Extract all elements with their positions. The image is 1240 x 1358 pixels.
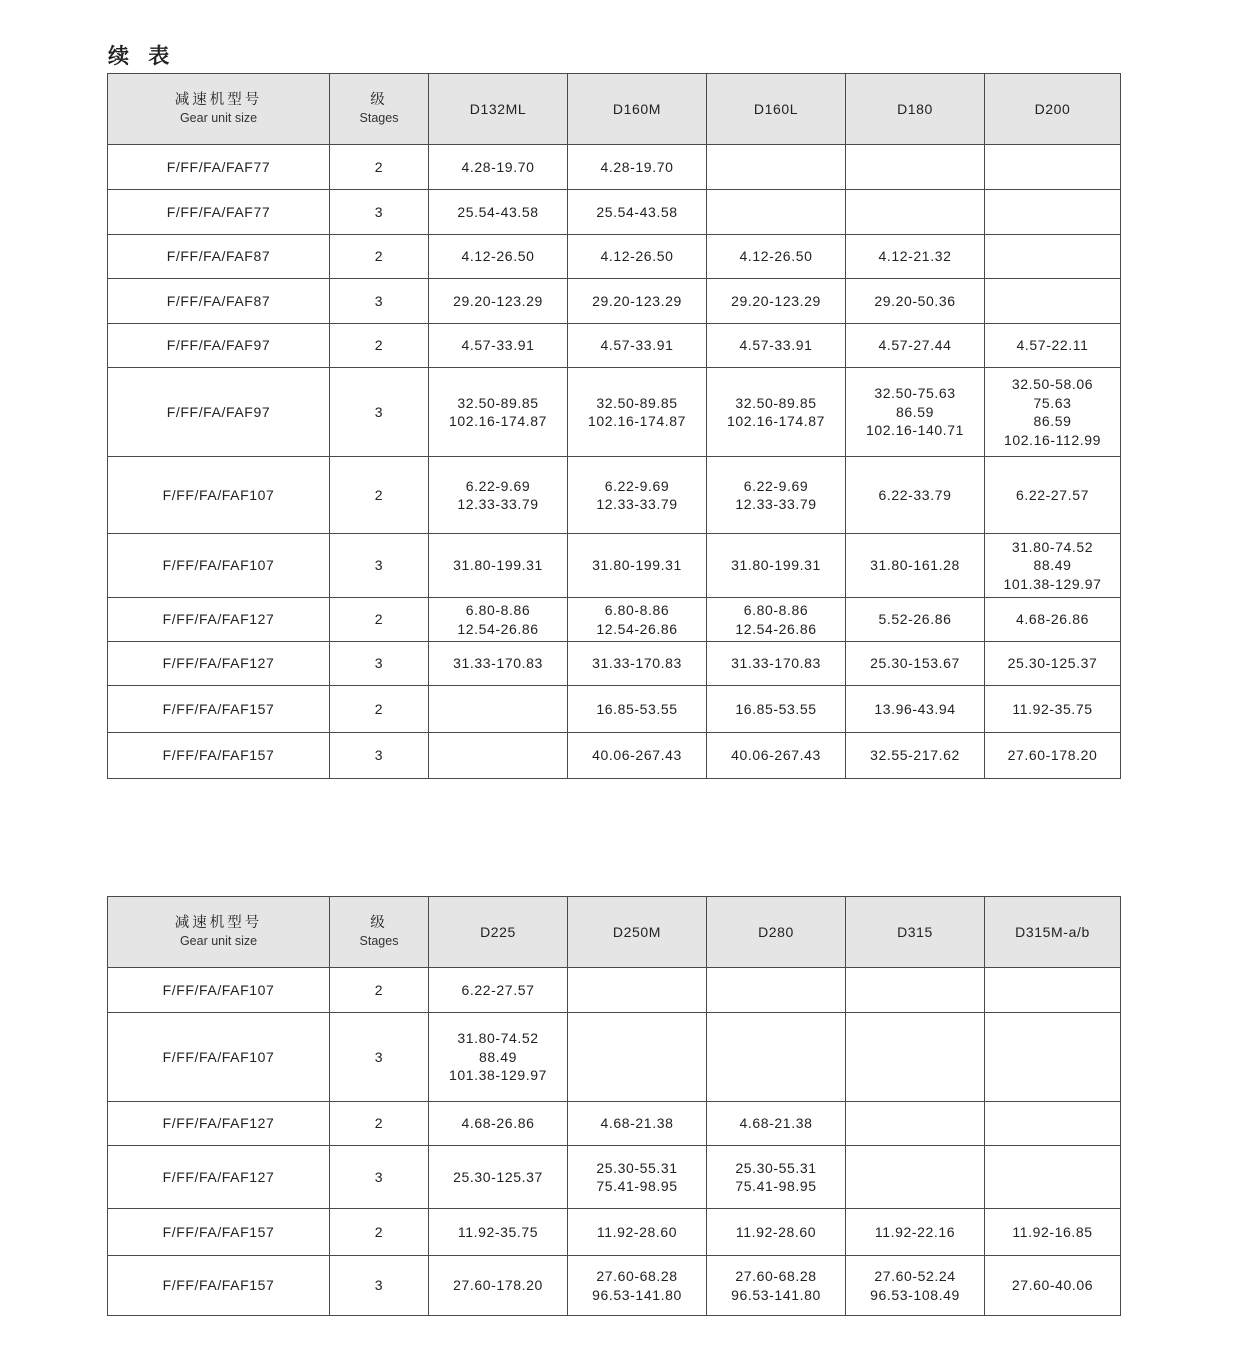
cell-ratio — [568, 457, 707, 534]
table-row — [108, 968, 1121, 1013]
cell-model: F/FF/FA/FAF77 — [108, 190, 330, 235]
ratio-range: 12.54-26.86 — [596, 620, 678, 637]
ratio-range: 101.38-129.97 — [448, 1067, 548, 1084]
ratio-range: 16.85-53.55 — [596, 700, 678, 717]
cell-ratio — [985, 534, 1121, 598]
cell-ratio — [985, 145, 1121, 190]
header-motor: D160M — [568, 74, 707, 145]
ratio-range: 11.92-16.85 — [1012, 1223, 1093, 1240]
ratio-range: 25.30-125.37 — [453, 1168, 543, 1185]
ratio-range: 4.57-33.91 — [600, 337, 674, 354]
ratio-range: 4.28-19.70 — [461, 158, 535, 175]
header-stages — [330, 897, 429, 968]
ratio-range: 5.52-26.86 — [878, 611, 952, 628]
cell-ratio — [707, 1013, 846, 1102]
cell-ratio — [846, 235, 985, 279]
cell-model: F/FF/FA/FAF107 — [108, 457, 330, 534]
ratio-range: 32.50-89.85 — [457, 394, 539, 411]
ratio-range: 31.33-170.83 — [731, 655, 821, 672]
header-model — [108, 897, 330, 968]
ratio-range: 4.68-26.86 — [461, 1115, 535, 1132]
ratio-table-2 — [107, 896, 1121, 1316]
table-row — [108, 1146, 1121, 1209]
ratio-range: 102.16-174.87 — [726, 413, 826, 429]
cell-ratio — [707, 235, 846, 279]
table-body — [108, 968, 1121, 1316]
cell-ratio — [846, 1256, 985, 1316]
cell-ratio — [429, 235, 568, 279]
cell-ratio — [429, 145, 568, 190]
ratio-range: 4.57-22.11 — [1016, 337, 1089, 354]
table-row — [108, 733, 1121, 779]
cell-stage: 3 — [330, 534, 429, 598]
cell-model: F/FF/FA/FAF157 — [108, 733, 330, 779]
ratio-range: 12.33-33.79 — [735, 496, 817, 512]
cell-ratio — [985, 686, 1121, 733]
cell-stage: 3 — [330, 1146, 429, 1209]
ratio-range: 96.53-141.80 — [731, 1286, 821, 1303]
header-motor: D225 — [429, 897, 568, 968]
table-row — [108, 279, 1121, 324]
ratio-range: 11.92-35.75 — [457, 1223, 539, 1240]
ratio-range: 11.92-28.60 — [596, 1223, 678, 1240]
cell-stage: 2 — [330, 598, 429, 642]
cell-ratio — [429, 642, 568, 686]
cell-ratio — [707, 368, 846, 457]
ratio-range: 75.63 — [1033, 394, 1072, 411]
table-row — [108, 1013, 1121, 1102]
cell-model: F/FF/FA/FAF97 — [108, 324, 330, 368]
header-stages-en: Stages — [359, 934, 399, 948]
cell-ratio — [568, 968, 707, 1013]
cell-ratio — [985, 1256, 1121, 1316]
cell-ratio — [846, 190, 985, 235]
ratio-range: 6.22-9.69 — [604, 477, 670, 494]
cell-model: F/FF/FA/FAF157 — [108, 686, 330, 733]
header-row — [108, 897, 1121, 968]
ratio-range: 31.80-199.31 — [592, 557, 682, 574]
ratio-range: 4.68-26.86 — [1016, 611, 1089, 628]
table-row — [108, 1102, 1121, 1146]
ratio-range: 75.41-98.95 — [596, 1178, 678, 1194]
ratio-range: 6.22-9.69 — [465, 477, 531, 494]
cell-ratio — [846, 1013, 985, 1102]
ratio-range: 102.16-140.71 — [865, 422, 965, 439]
ratio-range: 16.85-53.55 — [735, 700, 817, 717]
cell-ratio — [568, 1209, 707, 1256]
cell-ratio — [707, 190, 846, 235]
cell-ratio — [707, 279, 846, 324]
ratio-range: 31.33-170.83 — [453, 655, 543, 672]
ratio-range: 27.60-40.06 — [1011, 1277, 1094, 1294]
cell-ratio — [429, 190, 568, 235]
cell-ratio — [707, 968, 846, 1013]
ratio-range: 11.92-35.75 — [1012, 700, 1093, 717]
ratio-range: 25.30-153.67 — [870, 655, 960, 672]
ratio-range: 6.80-8.86 — [465, 602, 531, 618]
header-model-cn: 减速机型号 — [174, 914, 263, 931]
table-row — [108, 1256, 1121, 1316]
cell-model: F/FF/FA/FAF157 — [108, 1209, 330, 1256]
ratio-range: 40.06-267.43 — [731, 747, 821, 764]
ratio-range: 29.20-50.36 — [874, 292, 956, 309]
ratio-range: 31.80-199.31 — [453, 557, 543, 574]
ratio-range: 27.60-178.20 — [1007, 747, 1098, 764]
table-row — [108, 642, 1121, 686]
ratio-range: 4.57-33.91 — [739, 337, 813, 354]
cell-ratio — [429, 733, 568, 779]
cell-model: F/FF/FA/FAF87 — [108, 279, 330, 324]
cell-ratio — [568, 1102, 707, 1146]
ratio-range: 4.68-21.38 — [739, 1115, 813, 1132]
cell-ratio — [568, 1146, 707, 1209]
cell-ratio — [568, 534, 707, 598]
ratio-range: 4.57-27.44 — [878, 337, 952, 354]
header-motor: D250M — [568, 897, 707, 968]
cell-ratio — [846, 457, 985, 534]
table-row — [108, 1209, 1121, 1256]
cell-model: F/FF/FA/FAF127 — [108, 598, 330, 642]
table-row — [108, 190, 1121, 235]
ratio-range: 4.12-21.32 — [878, 248, 952, 265]
cell-ratio — [707, 642, 846, 686]
ratio-range: 88.49 — [478, 1048, 518, 1065]
ratio-range: 12.54-26.86 — [735, 620, 817, 637]
cell-stage: 3 — [330, 733, 429, 779]
ratio-range: 31.33-170.83 — [592, 655, 682, 672]
table-body — [108, 145, 1121, 779]
cell-ratio — [568, 1013, 707, 1102]
ratio-range: 27.60-68.28 — [735, 1268, 817, 1284]
cell-ratio — [429, 457, 568, 534]
ratio-range: 13.96-43.94 — [874, 700, 956, 717]
ratio-range: 75.41-98.95 — [735, 1178, 817, 1194]
ratio-range: 6.22-9.69 — [743, 477, 809, 494]
cell-ratio — [846, 598, 985, 642]
cell-ratio — [429, 968, 568, 1013]
header-row — [108, 74, 1121, 145]
cell-ratio — [846, 145, 985, 190]
ratio-range: 27.60-178.20 — [453, 1277, 543, 1294]
header-motor: D180 — [846, 74, 985, 145]
header-model — [108, 74, 330, 145]
ratio-range: 4.28-19.70 — [600, 158, 674, 175]
cell-ratio — [707, 145, 846, 190]
ratio-range: 86.59 — [1033, 413, 1072, 429]
cell-model: F/FF/FA/FAF107 — [108, 1013, 330, 1102]
ratio-range: 32.50-89.85 — [596, 394, 678, 411]
cell-ratio — [985, 1146, 1121, 1209]
ratio-range: 4.57-33.91 — [461, 337, 535, 354]
header-motor: D160L — [707, 74, 846, 145]
cell-ratio — [985, 598, 1121, 642]
cell-model: F/FF/FA/FAF127 — [108, 1146, 330, 1209]
cell-ratio — [985, 642, 1121, 686]
cell-ratio — [985, 324, 1121, 368]
cell-ratio — [429, 279, 568, 324]
header-motor: D315 — [846, 897, 985, 968]
header-stages-cn: 级 — [370, 91, 388, 108]
ratio-range: 29.20-123.29 — [592, 292, 682, 309]
cell-ratio — [846, 733, 985, 779]
ratio-range: 25.30-55.31 — [735, 1159, 817, 1176]
cell-ratio — [707, 686, 846, 733]
ratio-range: 27.60-68.28 — [596, 1268, 678, 1284]
cell-stage: 3 — [330, 642, 429, 686]
cell-ratio — [568, 598, 707, 642]
ratio-range: 29.20-123.29 — [731, 292, 821, 309]
cell-ratio — [707, 1102, 846, 1146]
cell-ratio — [707, 1256, 846, 1316]
ratio-range: 11.92-28.60 — [735, 1223, 817, 1240]
cell-model: F/FF/FA/FAF107 — [108, 534, 330, 598]
cell-ratio — [985, 190, 1121, 235]
ratio-range: 4.12-26.50 — [739, 248, 813, 265]
header-model-en: Gear unit size — [179, 111, 258, 125]
cell-model: F/FF/FA/FAF97 — [108, 368, 330, 457]
cell-stage: 2 — [330, 1102, 429, 1146]
cell-ratio — [568, 235, 707, 279]
ratio-range: 32.50-58.06 — [1011, 376, 1094, 392]
ratio-range: 12.33-33.79 — [457, 496, 539, 512]
ratio-table-1 — [107, 73, 1121, 779]
ratio-range: 27.60-52.24 — [874, 1268, 956, 1284]
cell-ratio — [846, 1102, 985, 1146]
cell-ratio — [429, 1209, 568, 1256]
cell-ratio — [707, 324, 846, 368]
ratio-range: 25.30-55.31 — [596, 1159, 678, 1176]
cell-ratio — [985, 1102, 1121, 1146]
header-motor: D132ML — [429, 74, 568, 145]
ratio-range: 25.30-125.37 — [1007, 655, 1098, 672]
ratio-range: 102.16-112.99 — [1003, 431, 1102, 448]
ratio-range: 4.12-26.50 — [600, 248, 674, 265]
cell-model: F/FF/FA/FAF87 — [108, 235, 330, 279]
header-stages — [330, 74, 429, 145]
ratio-range: 12.33-33.79 — [596, 496, 678, 512]
cell-model: F/FF/FA/FAF157 — [108, 1256, 330, 1316]
header-model-en: Gear unit size — [179, 934, 258, 948]
cell-ratio — [429, 598, 568, 642]
cell-stage: 3 — [330, 1256, 429, 1316]
ratio-range: 29.20-123.29 — [453, 292, 543, 309]
cell-ratio — [429, 1256, 568, 1316]
table-row — [108, 534, 1121, 598]
ratio-range: 6.22-33.79 — [878, 486, 952, 503]
header-stages-cn: 级 — [370, 914, 388, 931]
cell-ratio — [985, 733, 1121, 779]
cell-stage: 3 — [330, 190, 429, 235]
cell-ratio — [568, 686, 707, 733]
cell-ratio — [429, 686, 568, 733]
cell-ratio — [568, 324, 707, 368]
cell-model: F/FF/FA/FAF107 — [108, 968, 330, 1013]
header-motor: D280 — [707, 897, 846, 968]
ratio-range: 88.49 — [1033, 557, 1072, 574]
table-row — [108, 145, 1121, 190]
cell-stage: 2 — [330, 457, 429, 534]
ratio-range: 25.54-43.58 — [457, 203, 539, 220]
cell-ratio — [985, 1013, 1121, 1102]
cell-stage: 2 — [330, 1209, 429, 1256]
cell-ratio — [568, 145, 707, 190]
cell-model: F/FF/FA/FAF127 — [108, 1102, 330, 1146]
cell-stage: 3 — [330, 279, 429, 324]
cell-ratio — [568, 279, 707, 324]
cell-ratio — [985, 235, 1121, 279]
cell-ratio — [985, 1209, 1121, 1256]
cell-stage: 2 — [330, 686, 429, 733]
ratio-range: 96.53-141.80 — [592, 1286, 682, 1303]
ratio-range: 96.53-108.49 — [870, 1286, 960, 1303]
cell-stage: 2 — [330, 235, 429, 279]
header-motor: D200 — [985, 74, 1121, 145]
ratio-range: 6.80-8.86 — [743, 602, 809, 618]
cell-ratio — [429, 368, 568, 457]
ratio-range: 102.16-174.87 — [448, 413, 548, 429]
cell-ratio — [568, 190, 707, 235]
cell-ratio — [846, 686, 985, 733]
ratio-range: 32.55-217.62 — [870, 747, 960, 764]
ratio-range: 6.80-8.86 — [604, 602, 670, 618]
cell-ratio — [985, 368, 1121, 457]
ratio-range: 25.54-43.58 — [596, 203, 678, 220]
cell-ratio — [429, 1013, 568, 1102]
ratio-range: 102.16-174.87 — [587, 413, 687, 429]
ratio-range: 4.68-21.38 — [600, 1115, 674, 1132]
ratio-range: 101.38-129.97 — [1003, 575, 1102, 592]
ratio-range: 12.54-26.86 — [457, 620, 539, 637]
header-motor: D315M-a/b — [985, 897, 1121, 968]
ratio-range: 32.50-75.63 — [874, 385, 956, 402]
cell-ratio — [846, 1209, 985, 1256]
header-stages-en: Stages — [359, 111, 399, 125]
cell-ratio — [846, 324, 985, 368]
table-row — [108, 457, 1121, 534]
cell-model: F/FF/FA/FAF127 — [108, 642, 330, 686]
ratio-range: 4.12-26.50 — [461, 248, 535, 265]
cell-ratio — [846, 1146, 985, 1209]
cell-ratio — [707, 598, 846, 642]
cell-ratio — [707, 534, 846, 598]
cell-ratio — [568, 1256, 707, 1316]
cell-ratio — [568, 368, 707, 457]
cell-ratio — [707, 457, 846, 534]
ratio-range: 6.22-27.57 — [1016, 486, 1089, 503]
table-row — [108, 686, 1121, 733]
page-title: 续 表 — [108, 44, 176, 68]
cell-ratio — [429, 324, 568, 368]
cell-ratio — [846, 534, 985, 598]
cell-ratio — [429, 1146, 568, 1209]
table-row — [108, 235, 1121, 279]
cell-stage: 2 — [330, 968, 429, 1013]
table-row — [108, 324, 1121, 368]
table-row — [108, 368, 1121, 457]
cell-ratio — [429, 534, 568, 598]
cell-ratio — [985, 968, 1121, 1013]
cell-stage: 2 — [330, 324, 429, 368]
cell-stage: 3 — [330, 368, 429, 457]
cell-ratio — [985, 457, 1121, 534]
ratio-range: 32.50-89.85 — [735, 394, 817, 411]
cell-ratio — [429, 1102, 568, 1146]
header-model-cn: 减速机型号 — [174, 91, 263, 108]
ratio-range: 86.59 — [895, 403, 935, 420]
ratio-range: 11.92-22.16 — [874, 1223, 956, 1240]
cell-ratio — [846, 642, 985, 686]
cell-ratio — [568, 642, 707, 686]
ratio-range: 6.22-27.57 — [461, 981, 535, 998]
ratio-range: 31.80-199.31 — [731, 557, 821, 574]
cell-ratio — [985, 279, 1121, 324]
cell-ratio — [846, 279, 985, 324]
ratio-range: 40.06-267.43 — [592, 747, 682, 764]
cell-ratio — [707, 733, 846, 779]
cell-stage: 3 — [330, 1013, 429, 1102]
cell-ratio — [707, 1209, 846, 1256]
cell-ratio — [846, 968, 985, 1013]
ratio-range: 31.80-74.52 — [457, 1030, 539, 1047]
cell-ratio — [707, 1146, 846, 1209]
cell-model: F/FF/FA/FAF77 — [108, 145, 330, 190]
ratio-range: 31.80-161.28 — [870, 557, 960, 574]
cell-ratio — [568, 733, 707, 779]
table-row — [108, 598, 1121, 642]
cell-ratio — [846, 368, 985, 457]
ratio-range: 31.80-74.52 — [1011, 538, 1094, 555]
cell-stage: 2 — [330, 145, 429, 190]
